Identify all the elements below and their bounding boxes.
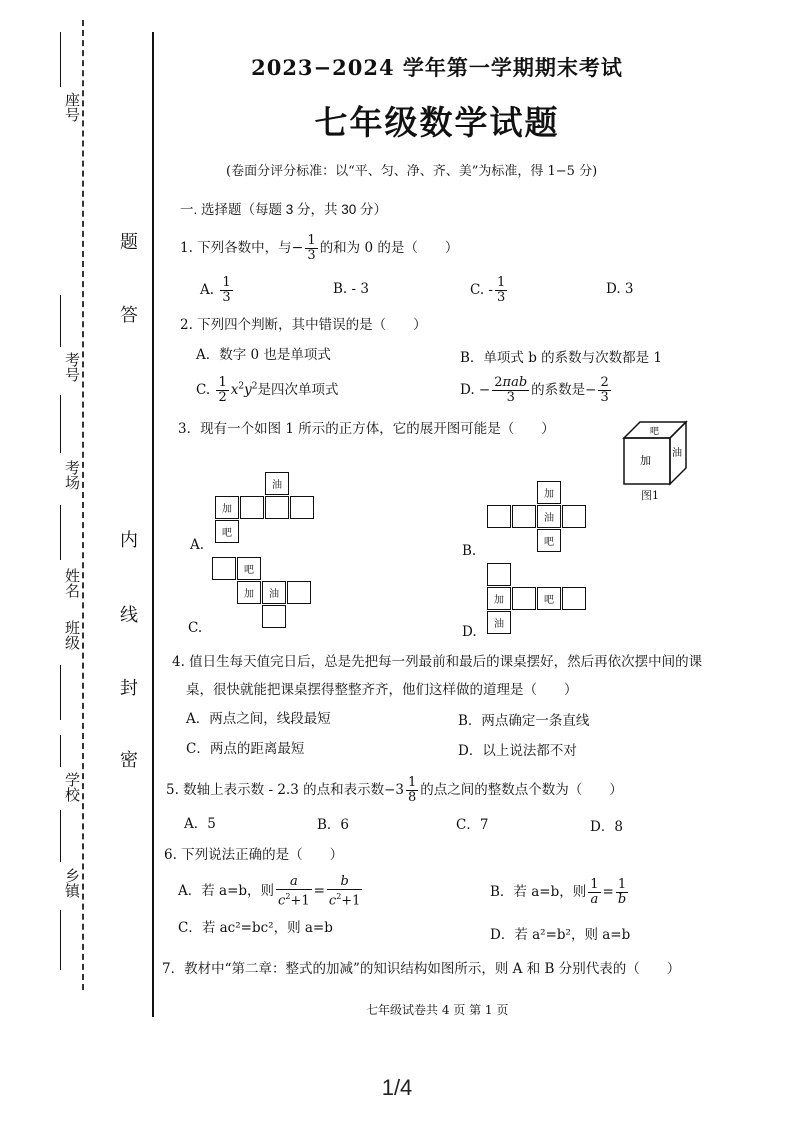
net-d-cell: 加 [487, 587, 511, 610]
net-d-cell [487, 563, 511, 586]
net-b-cell: 吧 [537, 529, 561, 552]
net-b-cell [562, 505, 586, 528]
school-label: 学校 [63, 772, 81, 802]
section1-heading: 一. 选择题（每题 3 分，共 30 分） [180, 202, 388, 217]
net-d-cell [512, 587, 536, 610]
q5-option-d: D．8 [590, 819, 623, 835]
net-a-cell: 加 [215, 496, 239, 519]
name-label: 姓名 [63, 568, 81, 598]
net-c-cell [262, 605, 286, 628]
net-d-cell: 吧 [537, 587, 561, 610]
figure1-label: 图1 [641, 489, 659, 502]
seal-char-xian: 线 [117, 605, 138, 623]
q1-option-c: C. - $\frac{1}{3}$ [470, 275, 506, 305]
exam-number-label: 考号 [63, 352, 81, 382]
net-c-cell: 加 [237, 581, 261, 604]
q3-stem: 3．现有一个如图 1 所示的正方体，它的展开图可能是（ ） [178, 421, 555, 437]
q3-option-b-label: B. [462, 543, 477, 559]
seal-char-da: 答 [117, 305, 138, 323]
q2-option-d: D. − $\frac{\text{2πab}}{3}$ 的系数是− $\frac{2}{3}$ [460, 375, 609, 405]
exam-number-blank [60, 295, 61, 347]
q3-option-a-label: A. [190, 537, 205, 553]
net-b-cell: 油 [537, 505, 561, 528]
q2-stem: 2. 下列四个判断，其中错误的是（ ） [180, 317, 427, 333]
exam-title: 2023−2024 学年第一学期期末考试 [251, 55, 623, 80]
net-c-cell: 油 [262, 581, 286, 604]
q6-option-a: A．若 a=b，则 $\frac{a}{c^2+1}$ = $\frac{b}{c^2+1}$ [178, 874, 361, 909]
net-c-cell [287, 581, 311, 604]
q3-option-d-label: D. [462, 624, 477, 640]
q4-option-a: A．两点之间，线段最短 [186, 711, 331, 727]
q4-option-d: D．以上说法都不对 [458, 743, 577, 759]
net-d-cell: 油 [487, 611, 511, 634]
net-b-cell [487, 505, 511, 528]
q5-option-b: B．6 [317, 817, 350, 833]
cube-face-top: 吧 [650, 427, 660, 437]
q3-option-c-label: C. [188, 620, 203, 636]
q2-option-b: B．单项式 b 的系数与次数都是 1 [460, 350, 663, 366]
q6-option-b: B．若 a=b，则 $\frac{1}{a}$ = $\frac{1}{b}$ [490, 877, 627, 907]
scoring-note: (卷面分评分标准：以“平、匀、净、齐、美”为标准，得 1−5 分) [226, 164, 598, 179]
q6-option-c: C．若 ac²=bc²，则 a=b [178, 920, 333, 936]
seal-char-feng: 封 [117, 678, 138, 696]
town-blank [60, 810, 61, 862]
cube-face-right: 油 [672, 448, 682, 459]
q1-stem: 1. 下列各数中，与− $\frac{1}{3}$ 的和为 0 的是（ ） [180, 233, 459, 263]
q2-option-a: A．数字 0 也是单项式 [196, 347, 331, 363]
binding-solid-line [152, 32, 154, 1017]
net-b-cell [512, 505, 536, 528]
net-a-cell: 吧 [215, 520, 239, 543]
exam-room-label: 考场 [63, 460, 81, 490]
town-blank-2 [60, 910, 61, 970]
net-a-cell [240, 496, 264, 519]
cube-face-front: 加 [640, 454, 651, 467]
q1-option-d: D. 3 [606, 281, 634, 297]
class-name-blank [60, 505, 61, 560]
page-indicator: 1/4 [381, 1075, 413, 1100]
net-a-cell [290, 496, 314, 519]
net-a-cell [265, 496, 289, 519]
seal-char-nei: 内 [117, 530, 138, 548]
q4-stem-line2: 桌，很快就能把课桌摆得整整齐齐，他们这样做的道理是（ ） [186, 682, 578, 698]
q1-frac: $\frac{1}{3}$ [307, 233, 316, 263]
subject-title: 七年级数学试题 [314, 103, 560, 142]
q6-stem: 6. 下列说法正确的是（ ） [164, 847, 344, 863]
town-label: 乡镇 [63, 868, 81, 898]
q4-option-b: B．两点确定一条直线 [458, 713, 590, 729]
page-footer: 七年级试卷共 4 页 第 1 页 [366, 1003, 509, 1017]
class-name-blank-2 [60, 665, 61, 720]
exam-room-blank [60, 395, 61, 453]
q1-option-a: A. $\frac{1}{3}$ [200, 275, 231, 305]
q5-option-a: A．5 [184, 816, 216, 832]
q6-option-d: D．若 a²=b²，则 a=b [490, 927, 631, 943]
seal-char-mi: 密 [117, 750, 138, 768]
q5-stem: 5. 数轴上表示数 - 2.3 的点和表示数−3 $\frac{1}{8}$ 的点之间的整数点个数为（ ） [166, 775, 623, 805]
q7-stem: 7．教材中“第二章：整式的加减”的知识结构如图所示，则 A 和 B 分别代表的（ ） [162, 961, 681, 977]
net-c-cell [212, 557, 236, 580]
q2-option-c: C. $\frac{1}{2}$ $x^2y^2$是四次单项式 [196, 375, 339, 405]
net-b-cell: 加 [537, 481, 561, 504]
q1-option-b: B. - 3 [333, 281, 369, 297]
seal-char-ti: 题 [117, 232, 138, 250]
figure1-cube [620, 418, 692, 488]
binding-dashed-line [82, 20, 84, 990]
net-a-cell: 油 [265, 472, 289, 495]
net-d-cell [562, 587, 586, 610]
q4-option-c: C．两点的距离最短 [186, 741, 305, 757]
school-blank [60, 735, 61, 767]
seat-number-label: 座号 [63, 92, 81, 122]
q5-option-c: C．7 [456, 817, 489, 833]
class-label: 班级 [63, 620, 81, 650]
q4-stem-line1: 4. 值日生每天值完日后，总是先把每一列最前和最后的课桌摆好，然后再依次摆中间的课 [172, 654, 703, 670]
net-c-cell: 吧 [237, 557, 261, 580]
